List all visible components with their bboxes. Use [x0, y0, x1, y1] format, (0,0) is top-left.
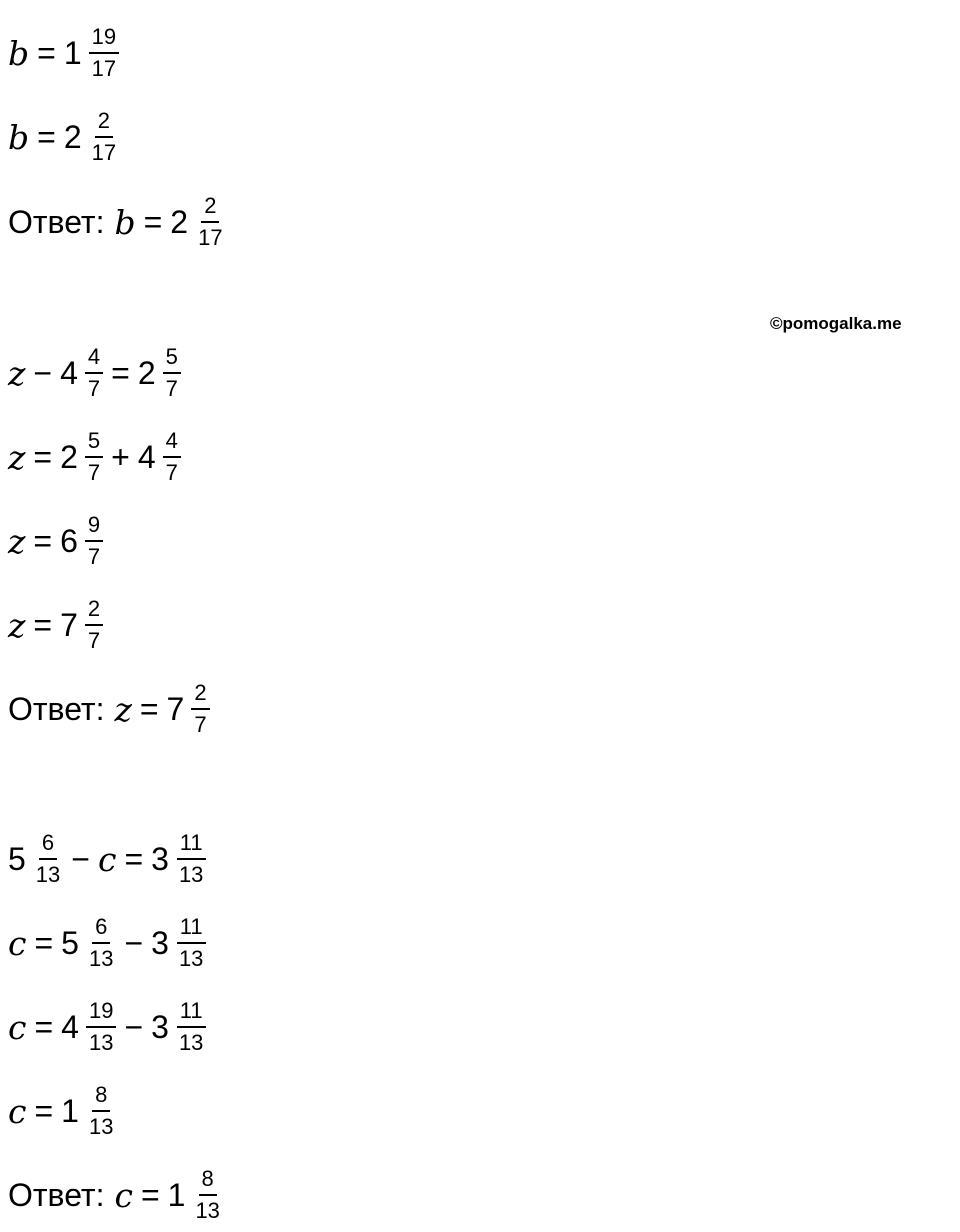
- equation-line-c-1: [8, 824, 206, 894]
- numerator: 19: [86, 1000, 116, 1028]
- denominator: 17: [91, 140, 117, 165]
- operator: −: [33, 354, 53, 391]
- operator: =: [34, 1008, 54, 1045]
- variable: z: [8, 437, 26, 477]
- denominator: 13: [88, 946, 114, 971]
- fraction: [86, 916, 116, 970]
- equation-line-b-1: [8, 18, 119, 88]
- answer-label: Ответ:: [8, 1176, 105, 1213]
- whole-part: 3: [151, 1008, 169, 1045]
- whole-part: 3: [151, 840, 169, 877]
- operator: =: [37, 118, 56, 155]
- fraction: [163, 346, 181, 400]
- denominator: 7: [87, 376, 101, 401]
- operator: −: [124, 924, 144, 961]
- numerator: 11: [177, 916, 206, 944]
- variable: z: [114, 689, 132, 729]
- numerator: 6: [92, 916, 110, 944]
- numerator: 11: [177, 832, 206, 860]
- denominator: 7: [194, 712, 207, 737]
- denominator: 13: [88, 1114, 114, 1139]
- operator: =: [140, 1176, 160, 1213]
- denominator: 13: [178, 1030, 204, 1055]
- fraction: [85, 346, 103, 400]
- whole-part: 4: [137, 438, 156, 475]
- operator: =: [33, 522, 53, 559]
- numerator: 6: [39, 832, 57, 860]
- denominator: 7: [165, 460, 178, 485]
- whole-part: 2: [170, 203, 189, 240]
- denominator: 13: [178, 946, 204, 971]
- variable: c: [8, 1007, 27, 1047]
- variable: b: [8, 117, 30, 157]
- denominator: 13: [35, 862, 61, 887]
- numerator: 19: [89, 26, 119, 54]
- numerator: 4: [163, 430, 181, 458]
- whole-part: 4: [60, 354, 78, 391]
- numerator: 11: [177, 1000, 206, 1028]
- operator: =: [139, 690, 159, 727]
- fraction: [86, 1000, 116, 1054]
- answer-label: Ответ:: [8, 690, 105, 727]
- denominator: 13: [88, 1030, 114, 1055]
- fraction: [85, 430, 103, 484]
- fraction: [176, 1000, 206, 1054]
- fraction: [89, 26, 119, 80]
- operator: =: [37, 34, 56, 71]
- operator: =: [124, 840, 144, 877]
- variable: c: [8, 923, 27, 963]
- numerator: 9: [85, 514, 103, 542]
- equation-line-z-2: [8, 422, 181, 492]
- fraction: [85, 514, 103, 568]
- fraction: [85, 598, 103, 652]
- numerator: 2: [85, 598, 103, 626]
- denominator: 17: [198, 225, 223, 250]
- whole-part: 2: [60, 438, 78, 475]
- whole-part: 2: [63, 118, 82, 155]
- answer-line-b: [8, 187, 226, 257]
- fraction: [195, 195, 225, 249]
- operator: −: [124, 1008, 144, 1045]
- equation-line-z-1: [8, 338, 181, 408]
- denominator: 13: [195, 1198, 220, 1223]
- whole-part: 7: [60, 606, 78, 643]
- watermark: ©pomogalka.me: [770, 314, 902, 333]
- numerator: 2: [201, 195, 219, 223]
- fraction: [191, 682, 209, 736]
- whole-part: 1: [63, 34, 82, 71]
- variable: z: [8, 605, 26, 645]
- numerator: 8: [92, 1084, 110, 1112]
- operator: =: [111, 354, 130, 391]
- operator: +: [111, 438, 130, 475]
- operator: =: [143, 203, 163, 240]
- whole-part: 4: [61, 1008, 79, 1045]
- whole-part: 1: [61, 1092, 79, 1129]
- whole-part: 7: [166, 690, 185, 727]
- fraction: [176, 832, 206, 886]
- denominator: 17: [91, 56, 117, 81]
- answer-line-c: [8, 1160, 223, 1230]
- variable: b: [114, 202, 136, 242]
- fraction: [176, 916, 206, 970]
- variable: c: [8, 1091, 27, 1131]
- variable: b: [8, 33, 30, 73]
- numerator: 4: [85, 346, 103, 374]
- fraction: [33, 832, 63, 886]
- answer-label: Ответ:: [8, 203, 105, 240]
- whole-part: 6: [60, 522, 78, 559]
- variable: c: [97, 839, 117, 879]
- numerator: 5: [163, 346, 181, 374]
- variable: c: [114, 1175, 133, 1215]
- whole-part: 3: [151, 924, 169, 961]
- operator: =: [33, 606, 53, 643]
- numerator: 2: [191, 682, 209, 710]
- fraction: [89, 110, 119, 164]
- equation-line-c-4: [8, 1076, 116, 1146]
- denominator: 7: [87, 544, 101, 569]
- denominator: 7: [87, 460, 101, 485]
- operator: =: [33, 438, 53, 475]
- equation-line-c-3: [8, 992, 206, 1062]
- fraction: [86, 1084, 116, 1138]
- whole-part: 5: [61, 924, 79, 961]
- numerator: 8: [199, 1168, 217, 1196]
- denominator: 7: [165, 376, 178, 401]
- operator: −: [71, 840, 90, 877]
- equation-line-z-4: [8, 590, 103, 660]
- whole-part: 1: [167, 1176, 186, 1213]
- numerator: 2: [95, 110, 113, 138]
- operator: =: [34, 1092, 54, 1129]
- numerator: 5: [85, 430, 103, 458]
- denominator: 7: [87, 628, 101, 653]
- variable: z: [8, 353, 26, 393]
- equation-line-b-2: [8, 102, 119, 172]
- denominator: 13: [178, 862, 204, 887]
- whole-part: 2: [137, 354, 156, 391]
- whole-part: 5: [8, 840, 26, 877]
- equation-line-z-3: [8, 506, 103, 576]
- fraction: [163, 430, 181, 484]
- answer-line-z: [8, 674, 210, 744]
- fraction: [192, 1168, 222, 1222]
- operator: =: [34, 924, 54, 961]
- variable: z: [8, 521, 26, 561]
- equation-line-c-2: [8, 908, 206, 978]
